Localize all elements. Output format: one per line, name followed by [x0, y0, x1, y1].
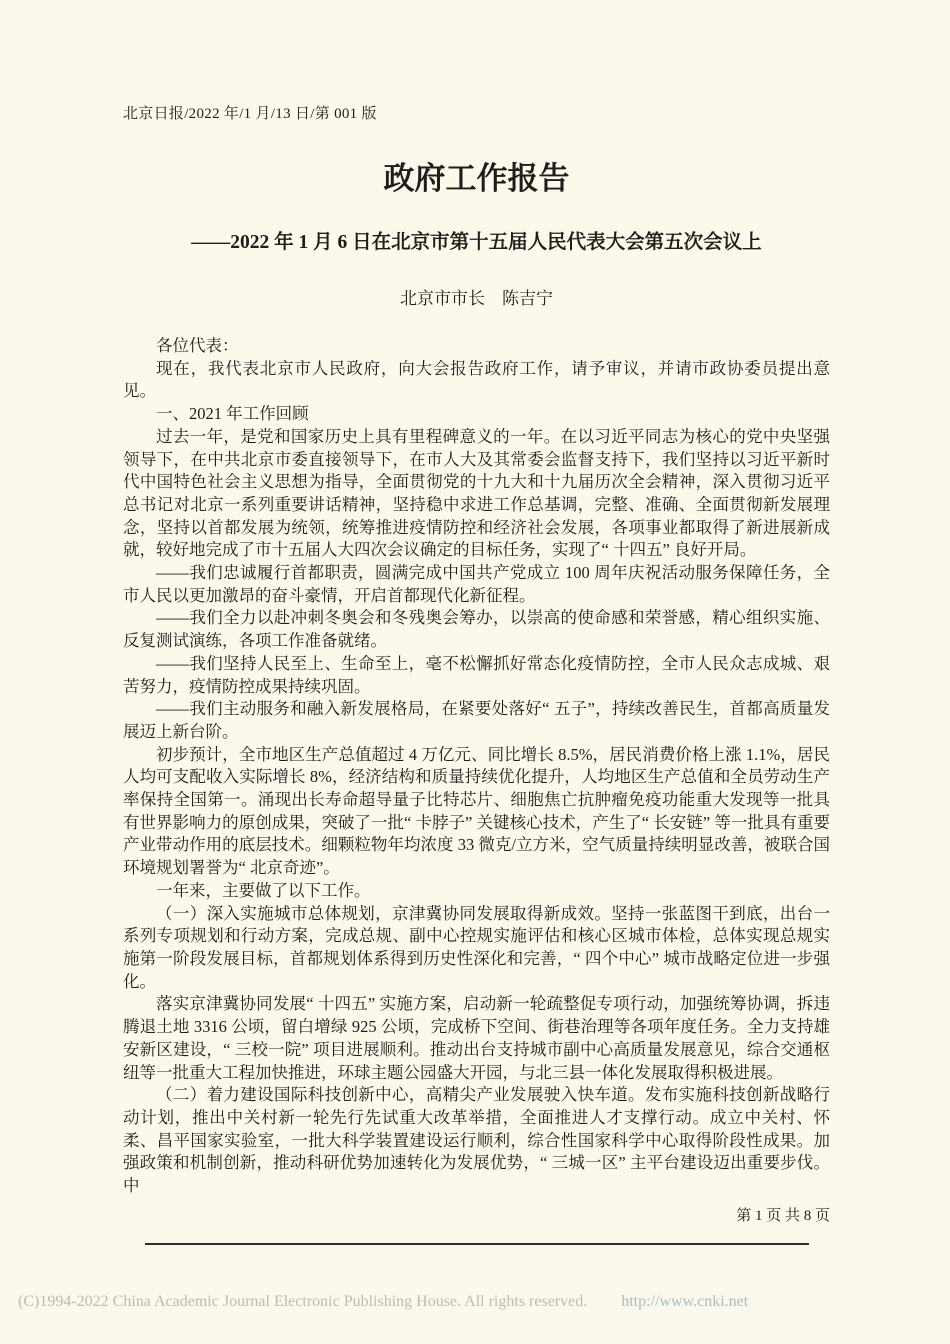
document-title: 政府工作报告 [383, 161, 570, 196]
document-body [123, 335, 830, 1198]
paragraph: 各位代表： [156, 336, 239, 355]
paragraph: ——我们主动服务和融入新发展格局，在紧要处落好“ 五子”，持续改善民生，首都高质量发展迈上新台阶。 [123, 699, 830, 741]
paragraph: ——我们忠诚履行首都职责，圆满完成中国共产党成立 100 周年庆祝活动服务保障任务，全市人民以更加激昂的奋斗豪情，开启首都现代化新征程。 [123, 563, 830, 605]
footer [18, 1293, 748, 1311]
author-line: 北京市市长 陈吉宁 [400, 289, 553, 308]
paragraph: 过去一年，是党和国家历史上具有里程碑意义的一年。在以习近平同志为核心的党中央坚强领导下，在中共北京市委直接领导下，在市人大及其常委会监督支持下，我们坚持以习近平新时代中国特色社会主义思想为指导，全面贯彻党的十九大和十九届历次全会精神，深入贯彻习近平总书记对北京一系列重要讲话精神，坚持稳中求进工作总基调，完整、准确、全面贯彻新发展理念，坚持以首都发展为统领，统筹推进疫情防控和经济社会发展，各项事业都取得了新进展新成就，较好地完成了市十五届人大四次会议确定的目标任务，实现了“ 十四五” 良好开局。 [123, 426, 830, 560]
paragraph: 初步预计，全市地区生产总值超过 4 万亿元、同比增长 8.5%，居民消费价格上涨 1.1%，居民人均可支配收入实际增长 8%，经济结构和质量持续优化提升，人均地区生产总值和全员劳动生产率保持全国第一。涌现出长寿命超导量子比特芯片、细胞焦亡抗肿瘤免疫功能重大发现等一批具有世界影响力的原创成果，突破了一批“ 卡脖子” 关键核心技术，产生了“ 长安链” 等一批具有重要产业带动作用的底层技术。细颗粒物年均浓度 33 微克/立方米，空气质量持续明显改善，被联合国环境规划署誉为“ 北京奇迹”。 [123, 744, 830, 878]
paragraph: （二）着力建设国际科技创新中心，高精尖产业发展驶入快车道。发布实施科技创新战略行动计划，推出中关村新一轮先行先试重大改革举措，全面推进人才支撑行动。成立中关村、怀柔、昌平国家实验室，一批大科学装置建设运行顺利，综合性国家科学中心取得阶段性成果。加强政策和机制创新，推动科研优势加速转化为发展优势，“ 三城一区” 主平台建设迈出重要步伐。中 [123, 1085, 830, 1196]
paragraph: ——我们全力以赴冲刺冬奥会和冬残奥会筹办，以崇高的使命感和荣誉感，精心组织实施、反复测试演练，各项工作准备就绪。 [123, 608, 830, 651]
document-subtitle: ——2022 年 1 月 6 日在北京市第十五届人民代表大会第五次会议上 [191, 232, 762, 253]
paragraph: ——我们坚持人民至上、生命至上，毫不松懈抓好常态化疫情防控，全市人民众志成城、艰苦努力，疫情防控成果持续巩固。 [123, 653, 830, 696]
footer-divider [145, 1243, 809, 1245]
paragraph: 一年来，主要做了以下工作。 [156, 880, 371, 900]
page-number: 第 1 页 共 8 页 [736, 1207, 830, 1224]
paragraph: 一、2021 年工作回顾 [156, 404, 309, 424]
paragraph: （一）深入实施城市总体规划，京津冀协同发展取得新成效。坚持一张蓝图干到底，出台一系列专项规划和行动方案，完成总规、副中心控规实施评估和核心区城市体检，总体实现总规实施第一阶段发展目标，首都规划体系得到历史性深化和完善，“ 四个中心” 城市战略定位进一步强化。 [123, 903, 830, 991]
cnki-url-link[interactable]: http://www.cnki.net [621, 1293, 749, 1310]
document-content [123, 102, 830, 1225]
copyright-text: (C)1994-2022 China Academic Journal Electronic Publishing House. All rights reserved. [18, 1293, 588, 1310]
source-line: 北京日报/2022 年/1 月/13 日/第 001 版 [123, 106, 377, 122]
paragraph: 现在，我代表北京市人民政府，向大会报告政府工作，请予审议，并请市政协委员提出意见。 [123, 358, 830, 401]
paragraph: 落实京津冀协同发展“ 十四五” 实施方案，启动新一轮疏整促专项行动，加强统筹协调，拆违腾退土地 3316 公顷，留白增绿 925 公顷，完成桥下空间、街巷治理等各项年度任务。全力支持雄安新区建设，“ 三校一院” 项目进展顺利。推动出台支持城市副中心高质量发展意见，综合交通枢纽等一批重大工程加快推进，环球主题公园盛大开园，与北三县一体化发展取得积极进展。 [123, 994, 830, 1082]
